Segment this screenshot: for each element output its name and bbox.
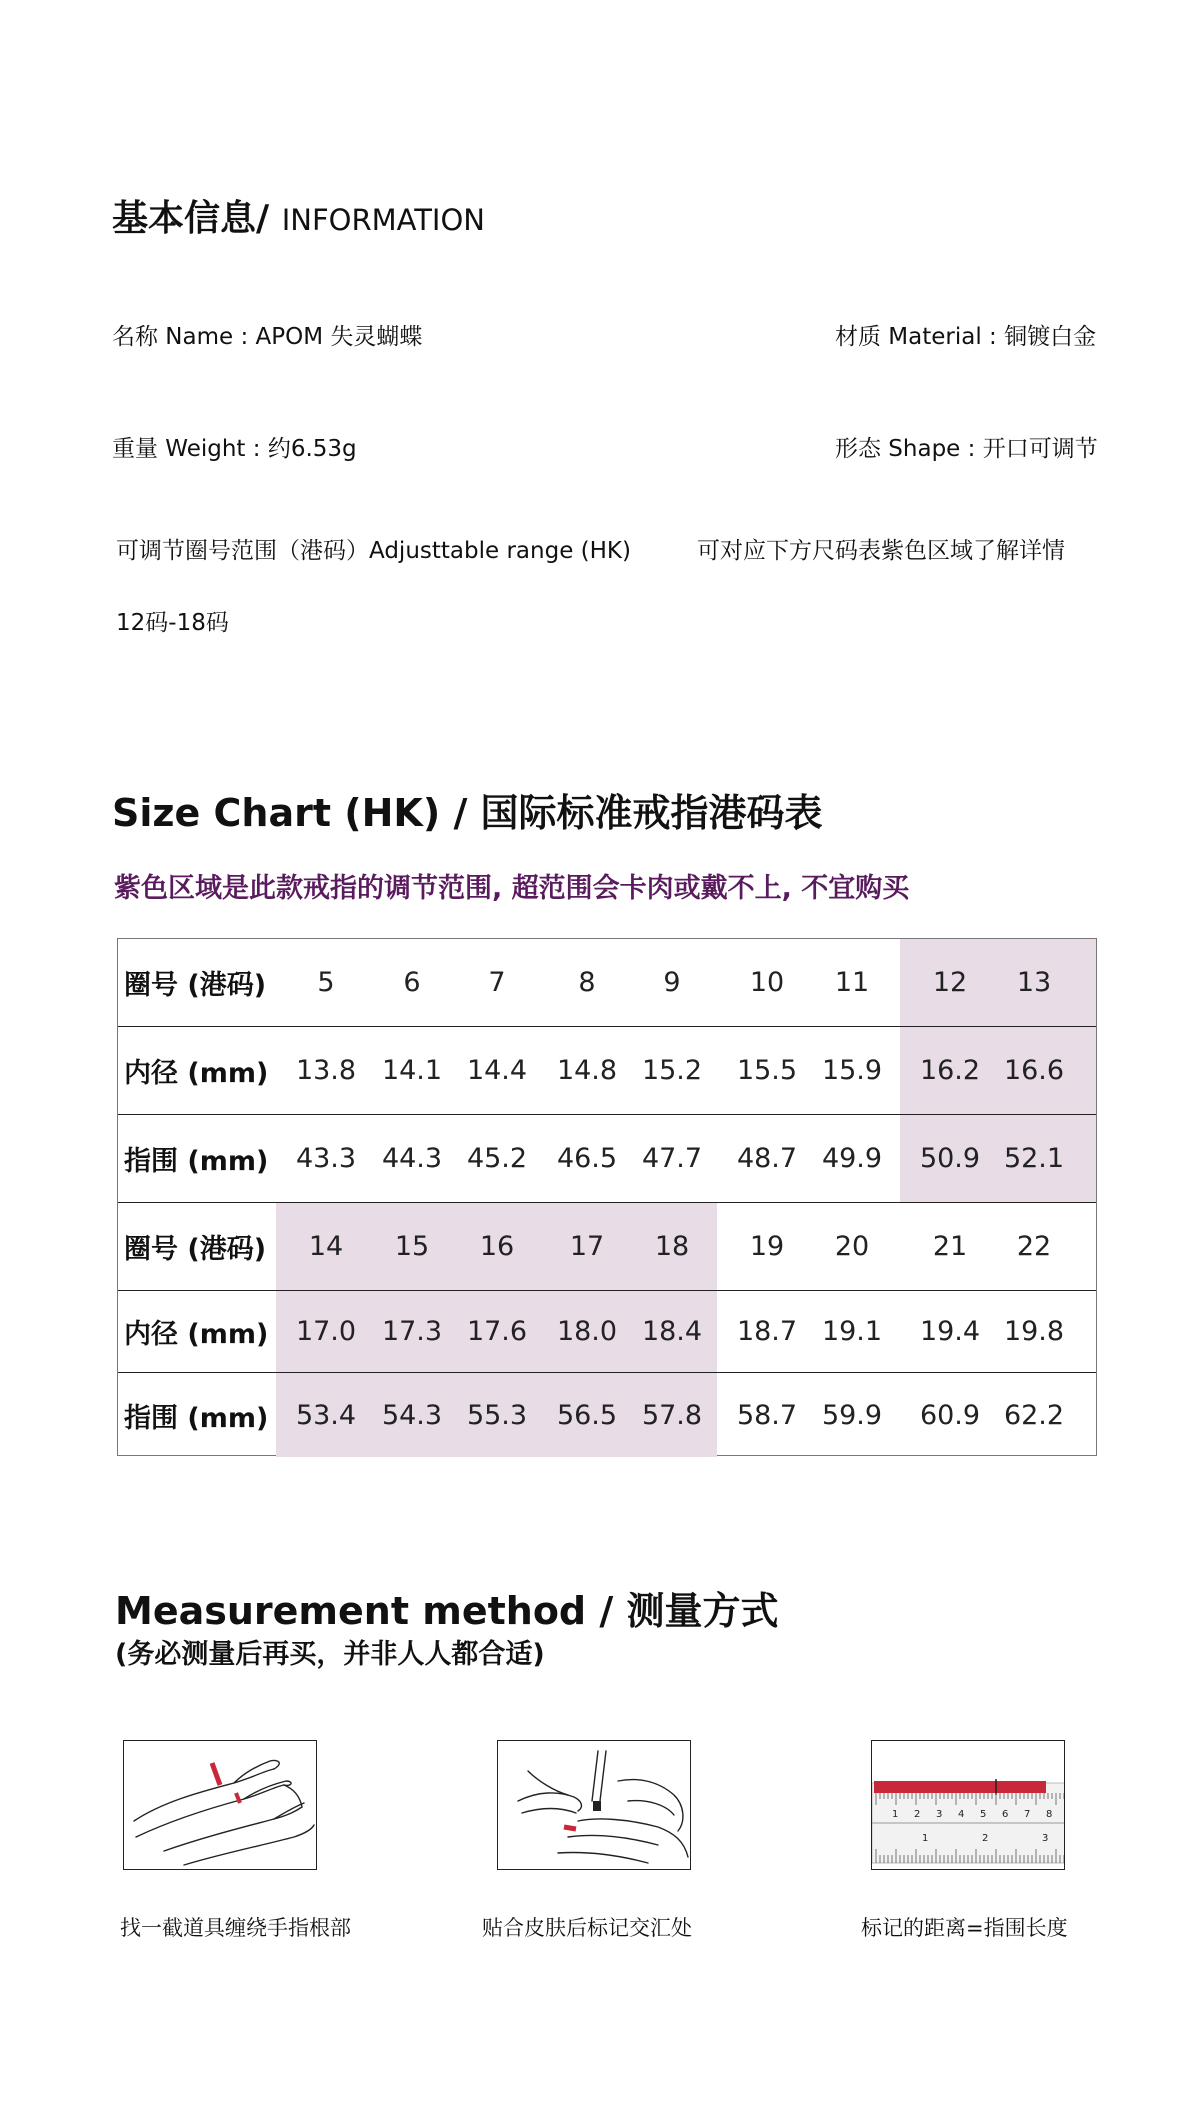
material-line (835, 318, 1096, 351)
table-cell: 14.8 (556, 1055, 618, 1086)
ruler-icon (872, 1741, 1065, 1870)
shape-label: 形态 Shape : (835, 436, 983, 462)
ruler-top-label: 2 (914, 1809, 921, 1820)
measurement-title: Measurement method / 测量方式 (115, 1589, 779, 1633)
table-cell: 17.3 (381, 1316, 443, 1347)
ruler-bottom-label: 2 (982, 1833, 989, 1844)
ruler-top-label: 8 (1046, 1809, 1053, 1820)
table-row (118, 1115, 1096, 1203)
table-cell: 55.3 (466, 1399, 528, 1431)
range-value: 12码-18码 (116, 610, 229, 636)
table-row (118, 1027, 1096, 1115)
table-cell: 17.6 (466, 1316, 528, 1347)
table-cell: 19.8 (1003, 1316, 1065, 1347)
table-cell: 14.4 (466, 1055, 528, 1086)
table-cell: 18 (654, 1231, 690, 1262)
table-cell: 19.1 (821, 1316, 883, 1347)
measurement-subtitle: (务必测量后再买，并非人人都合适) (115, 1639, 545, 1670)
shape-value: 开口可调节 (982, 436, 1098, 462)
hand-wrap-icon (124, 1741, 317, 1870)
info-title (112, 190, 485, 241)
table-cell: 49.9 (821, 1143, 883, 1174)
material-value: 铜镀白金 (1004, 324, 1097, 350)
size-table (117, 938, 1097, 1456)
table-cell: 43.3 (295, 1143, 357, 1174)
info-title-cn: 基本信息/ (112, 198, 270, 239)
size-chart-note: 紫色区域是此款戒指的调节范围, 超范围会卡肉或戴不上, 不宜购买 (114, 873, 910, 904)
name-label: 名称 Name : (112, 324, 256, 350)
table-cell: 48.7 (736, 1143, 798, 1174)
table-cell: 54.3 (381, 1399, 443, 1431)
table-cell: 15 (394, 1231, 430, 1262)
info-title-en: INFORMATION (281, 203, 486, 237)
table-cell: 44.3 (381, 1143, 443, 1174)
weight-value: 约6.53g (267, 436, 357, 462)
measured-strip (874, 1781, 1046, 1793)
table-cell: 45.2 (466, 1143, 528, 1174)
row-header: 指围 (mm) (124, 1402, 269, 1434)
ruler-top-label: 5 (980, 1809, 987, 1820)
name-value: APOM 失灵蝴蝶 (255, 324, 423, 350)
shape-line (835, 430, 1098, 463)
table-cell: 9 (663, 967, 681, 998)
ruler-top-label: 4 (958, 1809, 965, 1820)
table-cell: 14 (308, 1231, 344, 1262)
table-row (118, 1291, 1096, 1373)
table-cell: 15.2 (641, 1055, 703, 1086)
step-1-image (123, 1740, 317, 1870)
ruler-top-label: 7 (1024, 1809, 1031, 1820)
size-chart-title: Size Chart (HK) / 国际标准戒指港码表 (112, 791, 823, 835)
table-cell: 46.5 (556, 1143, 618, 1174)
weight-line (112, 430, 357, 463)
table-cell: 56.5 (556, 1399, 618, 1431)
ruler-top-label: 6 (1002, 1809, 1009, 1820)
row-header: 内径 (mm) (124, 1319, 269, 1350)
table-cell: 19.4 (919, 1316, 981, 1347)
range-note: 可对应下方尺码表紫色区域了解详情 (697, 538, 1065, 564)
table-cell: 57.8 (641, 1399, 703, 1431)
table-cell: 18.4 (641, 1316, 703, 1347)
ruler-bottom-label: 1 (922, 1833, 929, 1844)
table-row (118, 1373, 1096, 1457)
name-line (112, 318, 422, 351)
table-cell: 14.1 (381, 1055, 443, 1086)
table-row (118, 939, 1096, 1027)
table-cell: 11 (834, 967, 870, 998)
row-header: 内径 (mm) (124, 1058, 269, 1089)
step-2-caption: 贴合皮肤后标记交汇处 (482, 1916, 692, 1940)
table-cell: 17 (569, 1231, 605, 1262)
table-cell: 58.7 (736, 1399, 798, 1431)
table-cell: 22 (1016, 1231, 1052, 1262)
table-cell: 13 (1016, 967, 1052, 998)
table-cell: 16.6 (1003, 1055, 1065, 1086)
table-cell: 7 (488, 967, 506, 998)
row-header: 圈号 (港码) (124, 1234, 267, 1265)
table-cell: 5 (317, 967, 335, 998)
material-label: 材质 Material : (835, 324, 1005, 350)
table-cell: 8 (578, 967, 596, 998)
table-cell: 6 (403, 967, 421, 998)
table-cell: 16.2 (919, 1055, 981, 1086)
table-cell: 59.9 (821, 1399, 883, 1431)
table-cell: 62.2 (1003, 1399, 1065, 1431)
table-cell: 15.9 (821, 1055, 883, 1086)
ruler-bottom-label: 3 (1042, 1833, 1049, 1844)
range-label: 可调节圈号范围（港码）Adjusttable range (HK) (116, 538, 631, 564)
step-3-caption: 标记的距离=指围长度 (861, 1916, 1068, 1940)
table-cell: 17.0 (295, 1316, 357, 1347)
table-cell: 15.5 (736, 1055, 798, 1086)
table-cell: 19 (749, 1231, 785, 1262)
weight-label: 重量 Weight : (112, 436, 268, 462)
table-cell: 60.9 (919, 1399, 981, 1431)
table-cell: 10 (749, 967, 785, 998)
table-cell: 18.7 (736, 1316, 798, 1347)
hand-mark-icon (498, 1741, 691, 1870)
step-3-image (871, 1740, 1065, 1870)
table-cell: 53.4 (295, 1399, 357, 1431)
table-cell: 16 (479, 1231, 515, 1262)
ruler-top-label: 3 (936, 1809, 943, 1820)
table-cell: 20 (834, 1231, 870, 1262)
table-cell: 12 (932, 967, 968, 998)
row-header: 圈号 (港码) (124, 970, 267, 1001)
table-cell: 47.7 (641, 1143, 703, 1174)
ruler-top-label: 1 (892, 1809, 899, 1820)
table-cell: 52.1 (1003, 1143, 1065, 1174)
table-cell: 13.8 (295, 1055, 357, 1086)
row-header: 指围 (mm) (124, 1146, 269, 1177)
table-cell: 50.9 (919, 1143, 981, 1174)
table-cell: 18.0 (556, 1316, 618, 1347)
step-1-caption: 找一截道具缠绕手指根部 (120, 1916, 351, 1940)
table-cell: 21 (932, 1231, 968, 1262)
table-row (118, 1203, 1096, 1291)
step-2-image (497, 1740, 691, 1870)
